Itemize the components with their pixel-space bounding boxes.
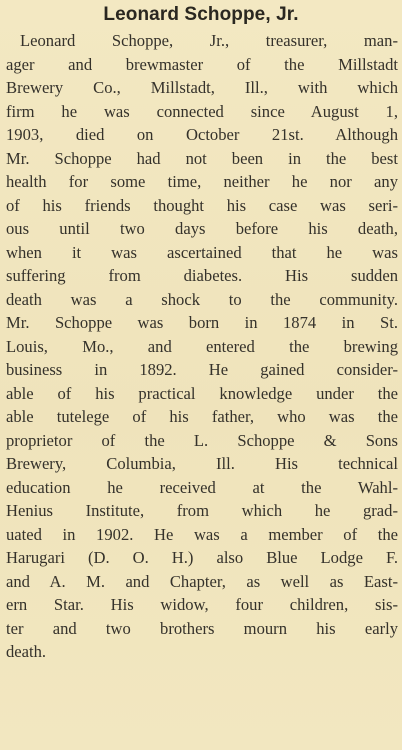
article-line: Mr. Schoppe had not been in the best: [6, 148, 398, 168]
article-line: proprietor of the L. Schoppe & Sons: [6, 430, 398, 450]
article-line: Louis, Mo., and entered the brewing: [6, 336, 398, 356]
article-line: Harugari (D. O. H.) also Blue Lodge F.: [6, 548, 398, 567]
article-line: health for some time, neither he nor any: [6, 172, 398, 191]
article-line: ager and brewmaster of the Millstadt: [6, 54, 398, 74]
article-line: Brewery Co., Millstadt, Ill., with which: [6, 78, 398, 97]
article-line: ter and two brothers mourn his early: [6, 618, 398, 638]
article-line: of his friends thought his case was seri-: [6, 195, 398, 215]
article-line: and A. M. and Chapter, as well as East-: [6, 571, 398, 591]
article-line: Brewery, Columbia, Ill. His technical: [6, 454, 398, 473]
article-line: uated in 1902. He was a member of the: [6, 524, 398, 544]
article-line: suffering from diabetes. His sudden: [6, 266, 398, 285]
article-line: Leonard Schoppe, Jr., treasurer, man-: [20, 31, 398, 50]
article-line: able tutelege of his father, who was the: [6, 407, 398, 426]
article-title: Leonard Schoppe, Jr.: [103, 4, 299, 25]
article-line: Henius Institute, from which he grad-: [6, 501, 398, 520]
article-line: Mr. Schoppe was born in 1874 in St.: [6, 313, 398, 332]
article-line: death was a shock to the community.: [6, 289, 398, 309]
article-line: ous until two days before his death,: [6, 219, 398, 238]
article-line: firm he was connected since August 1,: [6, 101, 398, 121]
article-line: ern Star. His widow, four children, sis-: [6, 595, 398, 614]
article-line: able of his practical knowledge under the: [6, 383, 398, 403]
article-line: business in 1892. He gained consider-: [6, 360, 398, 379]
article-body: [6, 29, 398, 664]
article-line: education he received at the Wahl-: [6, 477, 398, 497]
article-line: 1903, died on October 21st. Although: [6, 125, 398, 144]
article-line: when it was ascertained that he was: [6, 242, 398, 262]
article-line: death.: [6, 642, 47, 661]
